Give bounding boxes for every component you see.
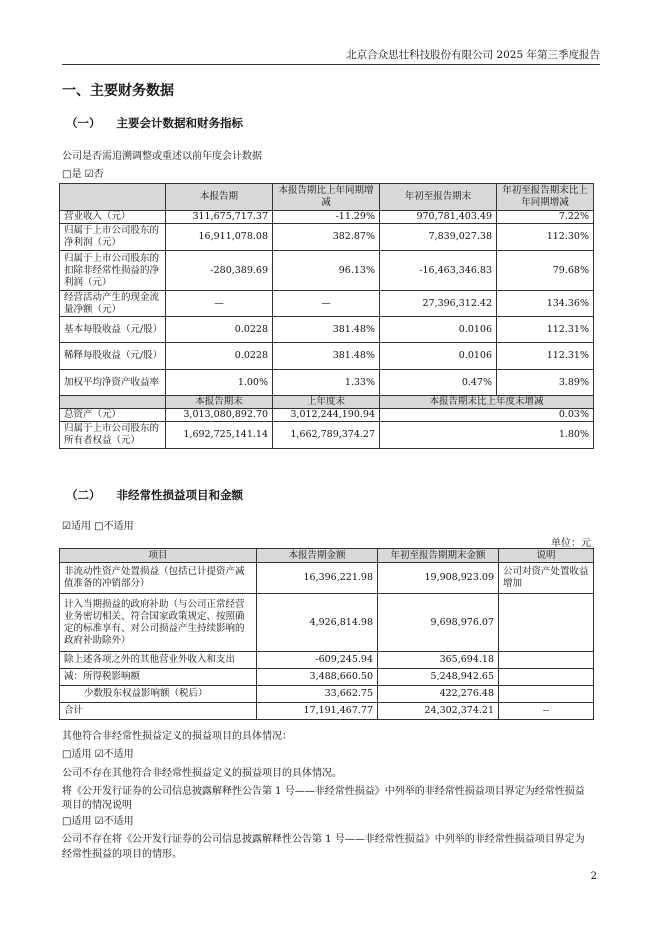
value-cell: 0.0106 (380, 343, 497, 370)
value-cell: 0.0106 (380, 317, 497, 343)
header-cell (60, 396, 166, 409)
value-cell: 3,488,660.50 (257, 669, 378, 686)
value-cell: -11.29% (273, 211, 380, 224)
other-items-options: □适用 ☑不适用 (62, 749, 134, 760)
value-cell: 1,662,789,374.27 (273, 422, 380, 449)
table-row (60, 317, 594, 343)
section-title: 一、主要财务数据 (62, 83, 174, 99)
header-cell: 年初至报告期末比上年同期增减 (497, 184, 594, 211)
row-label: 归属于上市公司股东的扣除非经常性损益的净利润（元） (60, 251, 166, 291)
value-cell: -609,245.94 (257, 652, 378, 669)
table-row (60, 563, 594, 594)
header-cell: 上年度末 (273, 396, 380, 409)
header-divider (62, 64, 600, 65)
value-cell: 9,698,976.07 (378, 594, 499, 652)
row-label: 除上述各项之外的其他营业外收入和支出 (60, 652, 257, 669)
value-cell: 0.0228 (166, 343, 273, 370)
row-label: 少数股东权益影响额（税后） (60, 686, 257, 703)
value-cell: 970,781,403.49 (380, 211, 497, 224)
other-items-statement: 公司不存在其他符合非经常性损益定义的损益项目的具体情况。 (62, 768, 342, 779)
subsection-label: 主要会计数据和财务指标 (116, 116, 243, 130)
table-row (60, 594, 594, 652)
value-cell: 24,302,374.21 (378, 703, 499, 720)
value-cell: 112.31% (497, 343, 594, 370)
value-cell: 382.87% (273, 224, 380, 251)
value-cell: 17,191,467.77 (257, 703, 378, 720)
value-cell: 381.48% (273, 317, 380, 343)
restate-options: □是 ☑否 (62, 169, 104, 180)
reclass-note-line2: 项目的情况说明 (62, 800, 132, 811)
value-cell: 4,926,814.98 (257, 594, 378, 652)
value-cell: 5,248,942.65 (378, 669, 499, 686)
reclass-options: □适用 ☑不适用 (62, 816, 134, 827)
value-cell: 112.30% (497, 224, 594, 251)
value-cell: 365,694.18 (378, 652, 499, 669)
value-cell: 1.00% (166, 370, 273, 396)
subsection-number: （一） (66, 116, 101, 130)
value-cell: — (166, 291, 273, 317)
value-cell: 27,396,312.42 (380, 291, 497, 317)
value-cell: 311,675,717.37 (166, 211, 273, 224)
non-recurring-items-table (59, 548, 594, 720)
value-cell: -16,463,346.83 (380, 251, 497, 291)
value-cell: 0.0228 (166, 317, 273, 343)
value-cell: 3,012,244,190.94 (273, 409, 380, 422)
unit-label: 单位：元 (551, 538, 591, 549)
header-cell (60, 184, 166, 211)
header-cell: 年初至报告期期末金额 (378, 549, 499, 563)
subsection-title-2 (66, 487, 243, 503)
header-cell: 本报告期金额 (257, 549, 378, 563)
value-cell: 33,662.75 (257, 686, 378, 703)
report-header: 北京合众思壮科技股份有限公司 2025 年第三季度报告 (346, 49, 600, 61)
subsection-number: （二） (66, 488, 101, 502)
row-label: 总资产（元） (60, 409, 166, 422)
note-cell: -- (499, 703, 594, 720)
note-cell (499, 652, 594, 669)
table-header-row (60, 396, 594, 409)
value-cell: 0.03% (380, 409, 594, 422)
header-cell: 本报告期比上年同期增减 (273, 184, 380, 211)
header-cell: 本报告期末比上年度末增减 (380, 396, 594, 409)
table-row (60, 669, 594, 686)
header-cell: 说明 (499, 549, 594, 563)
table-row (60, 251, 594, 291)
value-cell: 1,692,725,141.14 (166, 422, 273, 449)
row-label: 经营活动产生的现金流量净额（元） (60, 291, 166, 317)
key-financials-table (59, 183, 594, 449)
value-cell: 19,908,923.09 (378, 563, 499, 594)
row-label: 减：所得税影响额 (60, 669, 257, 686)
value-cell: -280,389.69 (166, 251, 273, 291)
subsection-label: 非经常性损益项目和金额 (116, 488, 243, 502)
value-cell: 0.47% (380, 370, 497, 396)
table-header-row (60, 184, 594, 211)
value-cell: — (273, 291, 380, 317)
value-cell: 112.31% (497, 317, 594, 343)
value-cell: 422,276.48 (378, 686, 499, 703)
row-label: 归属于上市公司股东的净利润（元） (60, 224, 166, 251)
value-cell: 1.80% (380, 422, 594, 449)
table-row (60, 686, 594, 703)
table-row (60, 370, 594, 396)
header-cell: 本报告期 (166, 184, 273, 211)
value-cell: 3.89% (497, 370, 594, 396)
reclass-statement-line1: 公司不存在将《公开发行证券的公司信息披露解释性公告第 1 号——非经常性损益》中列举的非经常性损益项目界定为 (62, 834, 585, 845)
value-cell: 96.13% (273, 251, 380, 291)
row-label: 合计 (60, 703, 257, 720)
row-label: 稀释每股收益（元/股） (60, 343, 166, 370)
table-row (60, 224, 594, 251)
table-row (60, 291, 594, 317)
applicable-options: ☑适用 □不适用 (62, 521, 134, 532)
value-cell: 7,839,027.38 (380, 224, 497, 251)
row-label: 基本每股收益（元/股） (60, 317, 166, 343)
table-row (60, 343, 594, 370)
value-cell: 16,396,221.98 (257, 563, 378, 594)
reclass-note-line1: 将《公开发行证券的公司信息披露解释性公告第 1 号——非经常性损益》中列举的非经常性损益项目界定为经常性损益 (62, 786, 585, 797)
note-cell (499, 686, 594, 703)
note-cell: 公司对资产处置收益增加 (499, 563, 594, 594)
row-label: 非流动性资产处置损益（包括已计提资产减值准备的冲销部分） (60, 563, 257, 594)
value-cell: 79.68% (497, 251, 594, 291)
note-cell (499, 669, 594, 686)
value-cell: 7.22% (497, 211, 594, 224)
table-header-row (60, 549, 594, 563)
table-row (60, 409, 594, 422)
row-label: 归属于上市公司股东的所有者权益（元） (60, 422, 166, 449)
note-cell (499, 594, 594, 652)
row-label: 营业收入（元） (60, 211, 166, 224)
reclass-statement-line2: 经常性损益的项目的情形。 (62, 849, 182, 860)
table-row (60, 703, 594, 720)
other-items-note: 其他符合非经常性损益定义的损益项目的具体情况： (62, 731, 292, 742)
row-label: 加权平均净资产收益率 (60, 370, 166, 396)
restate-question: 公司是否需追溯调整或重述以前年度会计数据 (62, 151, 262, 162)
value-cell: 1.33% (273, 370, 380, 396)
page-number: 2 (590, 871, 597, 882)
table-row (60, 422, 594, 449)
header-cell: 项目 (60, 549, 257, 563)
header-cell: 年初至报告期末 (380, 184, 497, 211)
value-cell: 3,013,080,892.70 (166, 409, 273, 422)
row-label: 计入当期损益的政府补助（与公司正常经营业务密切相关、符合国家政策规定、按照确定的标准享有、对公司损益产生持续影响的政府补助除外） (60, 594, 257, 652)
value-cell: 381.48% (273, 343, 380, 370)
table-row (60, 652, 594, 669)
value-cell: 134.36% (497, 291, 594, 317)
value-cell: 16,911,078.08 (166, 224, 273, 251)
header-cell: 本报告期末 (166, 396, 273, 409)
table-row (60, 211, 594, 224)
subsection-title-1 (66, 115, 243, 131)
